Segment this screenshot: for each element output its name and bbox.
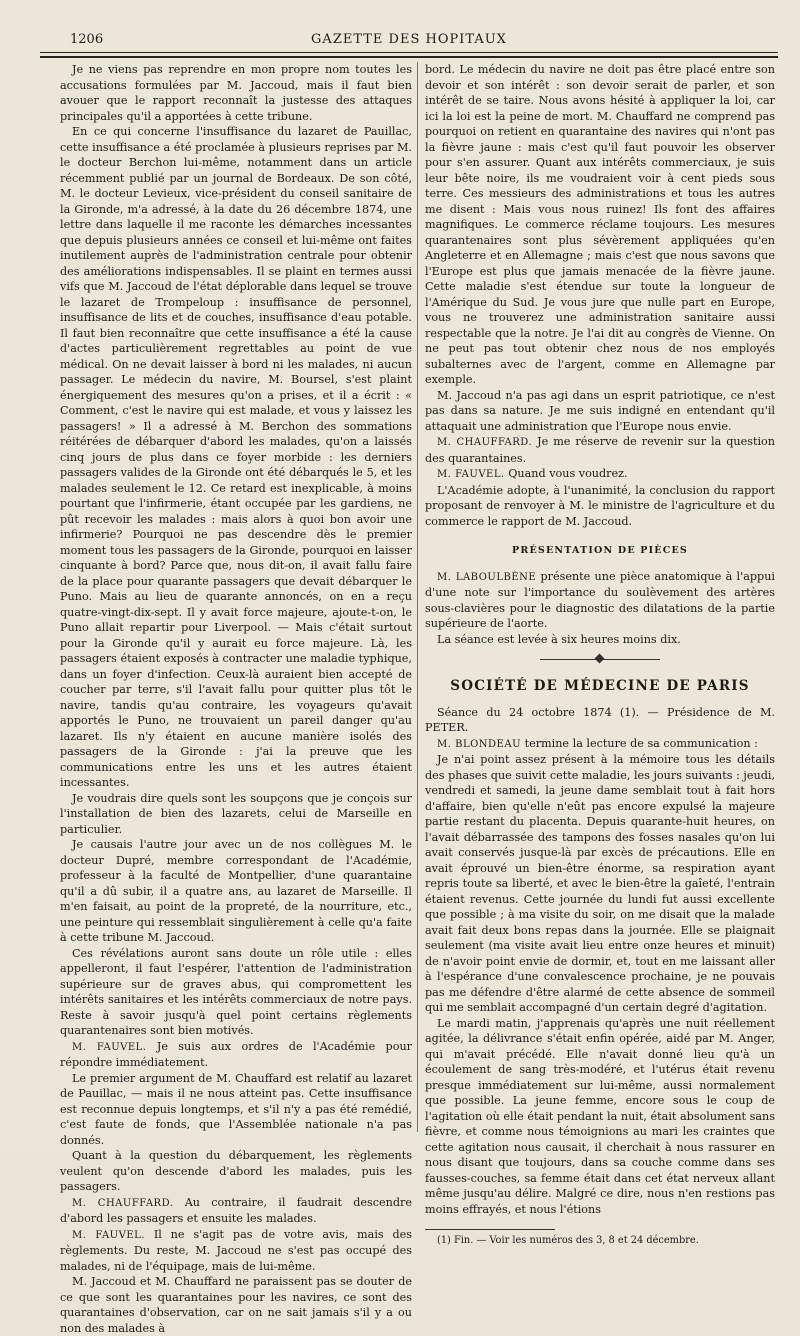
session-line: Séance du 24 octobre 1874 (1). — Présidence de M. PETER.: [425, 705, 775, 734]
speech-text: Je me réserve de revenir sur la question des quarantaines.: [425, 435, 775, 465]
speech-text: Il ne s'agit pas de votre avis, mais des règlements. Du reste, M. Jaccoud ne s'est pas occupé des malades, ni de l'équipage, mais de lui-même.: [60, 1227, 413, 1273]
speech-chauffard: [60, 1195, 412, 1227]
column-divider: [417, 62, 418, 1132]
speech-text: présente une pièce anatomique à l'appui d'une note sur l'importance du soulèvement des artères sous-clavières pour le diagnostic des dilatations de la partie supérieure de l'aorte.: [425, 569, 775, 630]
left-column: [60, 62, 413, 1335]
ornament-rule: [425, 655, 775, 663]
paragraph: Je voudrais dire quels sont les soupçons que je conçois sur l'installation de bien des lazarets, celui de Marseille en particulier.: [60, 791, 412, 836]
footnote-rule: [425, 1229, 555, 1230]
page-number: 1206: [70, 32, 104, 47]
speaker-name: M. FAUVEL.: [437, 469, 505, 480]
speech-laboulbene: [425, 569, 775, 632]
paragraph: Le mardi matin, j'apprenais qu'après une nuit réellement agitée, la délivrance s'était enfin opérée, aidé par M. Anger, qui m'avait précédé. Elle n'avait donné lieu qu'à un écoulement de sang très-modéré, et l'utérus était revenu presque immédiatement sur lui-même, aussi normalement que possible. La jeune femme, encore sous le coup de l'agitation où elle était pendant la nuit, était absolument sans fièvre, et comme nous témoignions au mari les craintes que cette agitation nous causait, il cherchait à nous rassurer en nous disant que toujours, dans sa couche comme dans ses fausses-couches, sa femme était dans cet état nerveux allant même jusqu'au délire. Malgré ce dire, nous n'en restions pas moins effrayés, et nous l'étions: [425, 1016, 775, 1216]
speech-fauvel: [60, 1039, 412, 1071]
speech-fauvel: [425, 466, 775, 483]
paragraph: Ces révélations auront sans doute un rôle utile : elles appelleront, il faut l'espérer, l'attention de l'administration supérieure sur de graves abus, qui compromettent les intérêts sanitaires et les intérêts commerciaux de notre pays. Reste à savoir jusqu'à quel point certains règlements quarantenaires sont bien motivés.: [60, 946, 412, 1037]
paragraph: Le premier argument de M. Chauffard est relatif au lazaret de Pauillac, — mais il ne nous atteint pas. Cette insuffisance est reconnue depuis longtemps, et s'il n'y a pas été remédié, c'est faute de fonds, que l'Assemblée nationale n'a pas donnés.: [60, 1071, 412, 1147]
paragraph: M. Jaccoud n'a pas agi dans un esprit patriotique, ce n'est pas dans sa nature. Je me suis indigné en entendant qu'il attaquait une administration que l'Europe nous envie.: [425, 388, 775, 433]
speech-text: Au contraire, il faudrait descendre d'abord les passagers et ensuite les malades.: [60, 1195, 412, 1225]
footnote: (1) Fin. — Voir les numéros des 3, 8 et 24 décembre.: [437, 1235, 699, 1246]
speaker-name: M. BLONDEAU: [437, 738, 522, 750]
header-rule: [40, 52, 778, 53]
journal-title: GAZETTE DES HOPITAUX: [311, 32, 507, 47]
paragraph: Je ne viens pas reprendre en mon propre nom toutes les accusations formulées par M. Jaccoud, mais il faut bien avouer que le rapport reconnaît la justesse des attaques principales qu'il a apportées à cette tribune.: [60, 63, 412, 123]
speech-text: Quand vous voudrez.: [508, 467, 628, 480]
speaker-name: M. FAUVEL.: [72, 1229, 145, 1241]
section-heading: PRÉSENTATION DE PIÈCES: [512, 545, 688, 556]
speech-blondeau: [425, 736, 775, 753]
ornament-diamond: [595, 654, 605, 664]
paragraph: Quant à la question du débarquement, les règlements veulent qu'on descende d'abord les malades, puis les passagers.: [60, 1149, 412, 1193]
speaker-name: M. FAUVEL.: [72, 1041, 147, 1053]
continuation-paragraph: bord. Le médecin du navire ne doit pas être placé entre son devoir et son intérêt : son devoir serait de parler, et son intérêt de se taire. Nous avons hésité à appliquer la loi, car ici la loi est la peine de mort. M. Chauffard ne comprend pas pourquoi on retient en quarantaine des navires qui n'ont pas la fièvre jaune : mais c'est qu'il faut pouvoir les observer pour s'en assurer. Quant aux intérêts commerciaux, je suis leur bête noire, ils me voudraient voir à cent pieds sous terre. Ces messieurs des administrations et tous les autres me disent : Mais vous nous ruinez! Ils font des affaires magnifiques. Le commerce réclame toujours. Les mesures quarantenaires sont plus sévèrement appliquées qu'en Angleterre et en Allemagne ; mais c'est que nous savons que l'Europe est plus que jamais menacée de la fièvre jaune. Cette maladie s'est étendue sur toute la longueur de l'Amérique du Sud. Je vous jure que nulle part en Europe, vous ne trouverez une administration sanitaire aussi respectable que la notre. Je l'ai dit au congrès de Vienne. On ne peut pas tout obtenir chez nous de nos employés subalternes avec de l'argent, comme en Allemagne par exemple.: [425, 63, 775, 386]
speech-chauffard: [425, 434, 775, 466]
header-rule-double: [40, 56, 778, 58]
paragraph: Je causais l'autre jour avec un de nos collègues M. le docteur Dupré, membre correspondant de l'Académie, professeur à la faculté de Montpellier, d'une quarantaine qu'il a dû subir, il a quatre ans, au lazaret de Marseille. Il m'en faisait, au point de la propreté, de la nourriture, etc., une peinture qui ressemblait singulièrement à celle qu'a faite à cette tribune M. Jaccoud.: [60, 838, 412, 944]
paragraph: Je n'ai point assez présent à la mémoire tous les détails des phases que suivit cette maladie, les jours suivants : jeudi, vendredi et samedi, la jeune dame semblait tout à fait hors d'affaire, bien qu'elle n'eût pas encore expulsé la majeure partie restant du placenta. Depuis quarante-huit heures, on l'avait débarrassée des tampons des fosses nasales qu'on lui avait conservés jusque-là par excès de précautions. Elle en avait éprouvé un bien-être énorme, sa respiration ayant repris toute sa liberté, et avec le bien-être la gaîeté, l'entrain étaient revenus. Cette journée du lundi fut aussi excellente que possible ; à ma visite du soir, on me disait que la malade avait fait deux bons repas dans la journée. Elle se plaignait seulement (ma visite avait lieu entre onze heures et minuit) de n'avoir point envie de dormir, et, tout en me laissant aller à l'espérance d'une convalescence prochaine, je ne pouvais pas me défendre d'être alarmé de cette absence de sommeil qui me semblait accompagné d'un certain degré d'agitation.: [425, 753, 775, 1014]
speech-text: Je suis aux ordres de l'Académie pour répondre immédiatement.: [60, 1039, 413, 1069]
speech-fauvel: [60, 1227, 412, 1275]
speech-text: termine la lecture de sa communication :: [524, 736, 758, 750]
paragraph: M. Jaccoud et M. Chauffard ne paraissent pas se douter de ce que sont les quarantaines pour les navires, ce sont des quarantaines d'observation, car on ne sait jamais s'il y a ou non des malades à: [60, 1275, 412, 1335]
speaker-name: M. CHAUFFARD.: [437, 437, 533, 448]
right-column: [425, 62, 775, 1246]
speaker-name: M. LABOULBÈNE: [437, 571, 537, 583]
paragraph: L'Académie adopte, à l'unanimité, la conclusion du rapport proposant de renvoyer à M. le ministre de l'agriculture et du commerce le rapport de M. Jaccoud.: [425, 483, 775, 528]
speaker-name: M. CHAUFFARD.: [72, 1197, 174, 1209]
paragraph: La séance est levée à six heures moins dix.: [437, 632, 681, 646]
page-header: [40, 28, 778, 50]
paragraph: En ce qui concerne l'insuffisance du lazaret de Pauillac, cette insuffisance a été proclamée à plusieurs reprises par M. le docteur Berchon lui-même, notamment dans un article récemment publié par un journal de Bordeaux. De son côté, M. le docteur Levieux, vice-président du conseil sanitaire de la Gironde, m'a adressé, à la date du 26 décembre 1874, une lettre dans laquelle il me raconte les démarches incessantes que depuis plusieurs années ce conseil et lui-même ont faites inutilement auprès de l'administration centrale pour obtenir des améliorations indispensables. Il se plaint en termes aussi vifs que M. Jaccoud de l'état déplorable dans lequel se trouve le lazaret de Trompeloup : insuffisance de personnel, insuffisance de lits et de couches, insuffisance d'eau potable. Il faut bien reconnaître que cette insuffisance a été la cause d'actes particulièrement regrettables au point de vue médical. On ne devait laisser à bord ni les malades, ni aucun passager. Le médecin du navire, M. Boursel, s'est plaint énergiquement des mesures qu'on a prises, et il a écrit : « Comment, c'est le navire qui est malade, et vous y laissez les passagers! » Il a adressé à M. Berchon des sommations réitérées de débarquer d'abord les malades, qu'on a laissés cinq jours de plus dans ce foyer morbide : les derniers passagers valides de la Gironde ont été débarqués le 5, et les malades seulement le 12. Ce retard est inexplicable, à moins pourtant que l'infirmerie, étant occupée par les gardiens, ne pût recevoir les malades : mais alors à quoi bon avoir une infirmerie? Pourquoi ne pas descendre dès le premier moment tous les passagers de la Gironde, pourquoi en laisser cinquante à bord? Parce que, nous dit-on, il avait fallu faire de la place pour quarante passagers que devait débarquer le Puno. Mais au lieu de quarante annoncés, on en a reçu quatre-vingt-dix-sept. Il y avait force majeure, ajoute-t-on, le Puno allait repartir pour Liverpool. — Mais c'était surtout pour la Gironde qu'il y aurait eu force majeure. Là, les passagers étaient exposés à contracter une maladie typhique, dans un foyer d'infection. Ceux-là auraient bien accepté de coucher par terre, s'il l'avait fallu pour quitter plus tôt le navire, tandis qu'au contraire, les voyageurs qu'avait apportés le Puno, ne trouvaient un pareil danger qu'au lazaret. Ils n'y étaient en aucune manière isolés des passagers de la Gironde : j'ai la preuve que les communications entre les uns et les autres étaient incessantes.: [60, 125, 412, 789]
society-title: SOCIÉTÉ DE MÉDECINE DE PARIS: [450, 678, 750, 694]
